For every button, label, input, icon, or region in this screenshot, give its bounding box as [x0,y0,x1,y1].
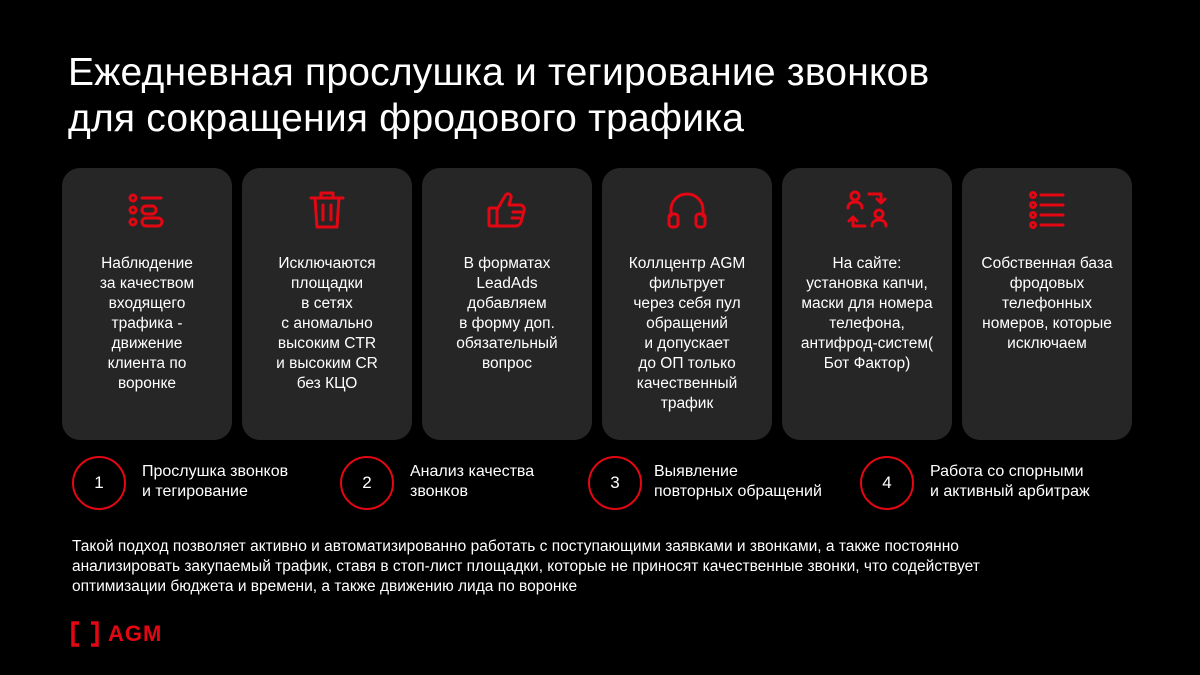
step-number: 4 [860,456,914,510]
card-leadads [422,168,592,440]
thumbs-up-icon [483,186,531,234]
card-website-protection [782,168,952,440]
card-exclude-sites [242,168,412,440]
card-text: Наблюдение за качеством входящего трафика - движение клиента по воронке [99,255,195,392]
page-title [68,50,1148,142]
step-label: Анализ качества звонков [410,463,535,500]
card-text: Собственная база фродовых телефонных номеров, которые исключаем [981,255,1113,352]
step-number: 2 [340,456,394,510]
trash-icon [303,186,351,234]
headphones-icon [663,186,711,234]
logo-text: AGM [108,621,163,646]
list-icon [1023,186,1071,234]
card-text: Исключаются площадки в сетях с аномально высоким CTR и высоким CR без КЦО [276,255,378,392]
agm-logo [70,620,162,648]
step-label: Выявление повторных обращений [654,463,822,500]
list-check-icon [123,186,171,234]
step-number: 1 [72,456,126,510]
card-text: На сайте: установка капчи, маски для номера телефона, антифрод-систем( Бот Фактор) [800,255,934,372]
card-monitoring [62,168,232,440]
step-number: 3 [588,456,642,510]
card-callcenter [602,168,772,440]
card-text: Коллцентр AGM фильтрует через себя пул обращений и допускает до ОП только качественный трафик [628,255,746,412]
summary-text: Такой подход позволяет активно и автоматизированно работать с поступающими заявками и звонками, а также постоянно анализировать закупаемый трафик, ставя в стоп-лист площадки, которые не приносят качественные звонки, что содействует оптимизации бюджета и времени, а также движению лида по воронке [72,538,980,595]
step-label: Работа со спорными и активный арбитраж [930,463,1090,500]
title-line-1: Ежедневная прослушка и тегирование звонков [68,51,930,94]
card-text: В форматах LeadAds добавляем в форму доп. обязательный вопрос [456,255,558,372]
card-fraud-database [962,168,1132,440]
brackets-icon [70,621,100,647]
title-line-2: для сокращения фродового трафика [68,97,745,140]
user-switch-icon [843,186,891,234]
step-label: Прослушка звонков и тегирование [142,463,289,500]
